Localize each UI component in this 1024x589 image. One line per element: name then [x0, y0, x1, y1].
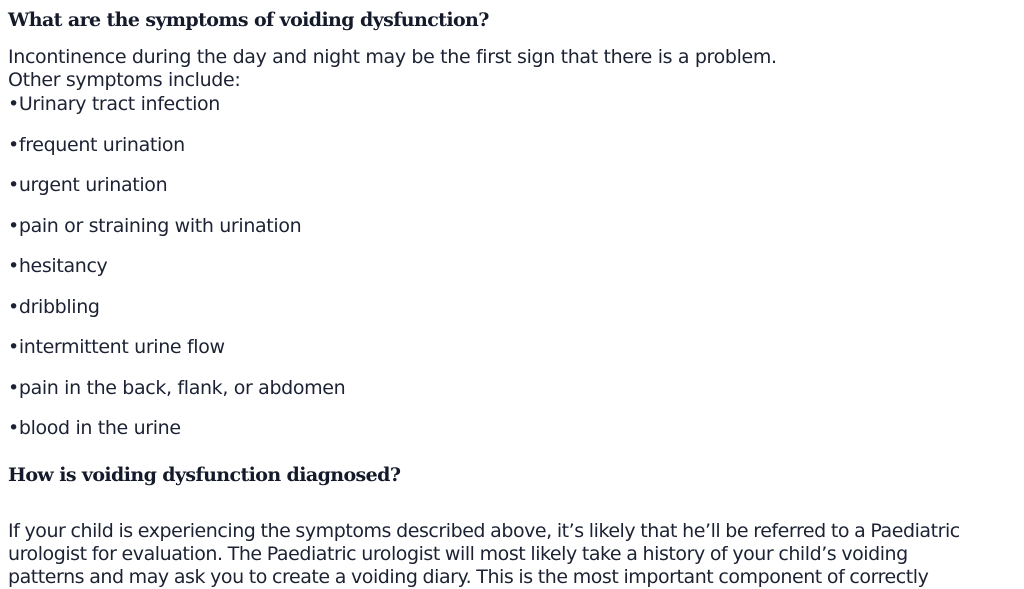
diagnosis-heading: How is voiding dysfunction diagnosed? [8, 464, 401, 486]
list-item: •urgent urination [8, 174, 168, 196]
list-item: •frequent urination [8, 133, 185, 156]
symptoms-heading: What are the symptoms of voiding dysfunction? [8, 9, 489, 31]
list-item: •pain or straining with urination [8, 214, 302, 237]
paragraph-line: urologist for evaluation. The Paediatric urologist will most likely take a history of your child’s voiding [8, 543, 908, 565]
list-item: •blood in the urine [8, 417, 181, 439]
list-item: •hesitancy [8, 255, 108, 277]
list-item: •pain in the back, flank, or abdomen [8, 376, 346, 399]
symptoms-intro [8, 46, 777, 92]
diagnosis-paragraph [8, 520, 960, 589]
list-item: •intermittent urine flow [8, 336, 225, 358]
symptoms-list [8, 93, 345, 458]
intro-line: Incontinence during the day and night may be the first sign that there is a problem. [8, 46, 777, 68]
paragraph-line: patterns and may ask you to create a voiding diary. This is the most important component of correctly [8, 566, 929, 588]
list-item: •Urinary tract infection [8, 93, 220, 115]
list-item: •dribbling [8, 295, 100, 318]
intro-line: Other symptoms include: [8, 69, 241, 91]
paragraph-line: If your child is experiencing the symptoms described above, it’s likely that he’ll be referred to a Paediatric [8, 520, 960, 542]
